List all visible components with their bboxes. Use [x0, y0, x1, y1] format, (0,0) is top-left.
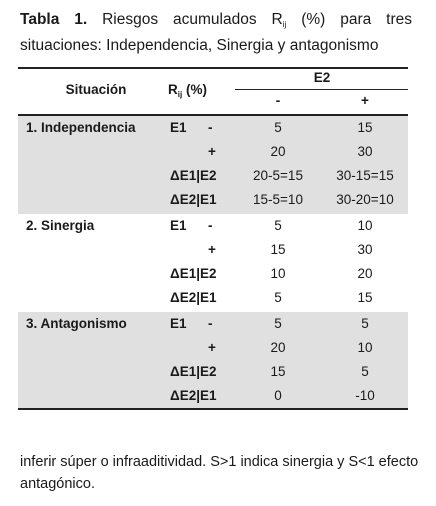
group-title: 2. Sinergia: [26, 218, 95, 233]
value-cell: 10: [270, 266, 286, 281]
value-cell: 10: [357, 340, 373, 355]
value-cell: 15-5=10: [253, 192, 303, 207]
value-cell: 20: [270, 340, 286, 355]
header-r-unit: (%): [182, 82, 207, 97]
caption-text-b: (%) para tres situaciones: Independencia, Sinergia y antagonismo: [20, 11, 412, 54]
header-plus: +: [361, 93, 369, 108]
value-cell: 20-5=15: [253, 168, 303, 183]
value-cell: 5: [361, 316, 369, 331]
caption-label: Tabla 1.: [20, 11, 88, 28]
plus-sign: +: [208, 144, 216, 159]
caption-text-a: Riesgos acumulados R: [102, 11, 283, 28]
value-cell: 10: [357, 218, 373, 233]
value-cell: 15: [357, 120, 373, 135]
table-caption: [20, 9, 412, 56]
plus-sign: +: [208, 340, 216, 355]
footer-text: inferir súper o infraaditividad. S>1 indica sinergia y S<1 efecto antagónico.: [20, 454, 419, 492]
header-r-sub: ij: [177, 90, 183, 99]
minus-sign: -: [208, 218, 213, 233]
delta-e1-label: ΔE1|E2: [170, 168, 217, 183]
value-cell: 15: [270, 364, 286, 379]
header-minus: -: [275, 93, 281, 108]
value-cell: 5: [361, 364, 369, 379]
e2-rule: [235, 89, 408, 90]
delta-e2-label: ΔE2|E1: [170, 388, 217, 403]
value-cell: 5: [274, 218, 282, 233]
header-r: R: [168, 82, 178, 97]
delta-e1-label: ΔE1|E2: [170, 266, 217, 281]
risk-table: [18, 67, 408, 409]
value-cell: 20: [270, 144, 286, 159]
caption-subscript: ij: [282, 20, 287, 29]
minus-sign: -: [208, 316, 213, 331]
value-cell: 30: [357, 242, 373, 257]
value-cell: 15: [357, 290, 373, 305]
delta-e2-label: ΔE2|E1: [170, 192, 217, 207]
value-cell: 5: [274, 290, 282, 305]
value-cell: 30: [357, 144, 373, 159]
value-cell: 5: [274, 120, 282, 135]
value-cell: 30-15=15: [336, 168, 394, 183]
header-e2: E2: [313, 70, 331, 85]
top-rule: [18, 67, 408, 69]
minus-sign: -: [208, 120, 213, 135]
delta-e1-label: ΔE1|E2: [170, 364, 217, 379]
delta-e2-label: ΔE2|E1: [170, 290, 217, 305]
e1-label: E1: [170, 316, 187, 331]
bottom-rule: [18, 408, 408, 410]
value-cell: 0: [274, 388, 282, 403]
e1-label: E1: [170, 218, 187, 233]
value-cell: 15: [270, 242, 286, 257]
group-title: 1. Independencia: [26, 120, 136, 135]
value-cell: -10: [355, 388, 375, 403]
value-cell: 20: [357, 266, 373, 281]
value-cell: 30-20=10: [336, 192, 394, 207]
e1-label: E1: [170, 120, 187, 135]
group-title: 3. Antagonismo: [26, 316, 127, 331]
header-situacion: Situación: [65, 82, 127, 97]
plus-sign: +: [208, 242, 216, 257]
header-rule: [18, 114, 408, 116]
value-cell: 5: [274, 316, 282, 331]
header-rij: [168, 82, 207, 99]
